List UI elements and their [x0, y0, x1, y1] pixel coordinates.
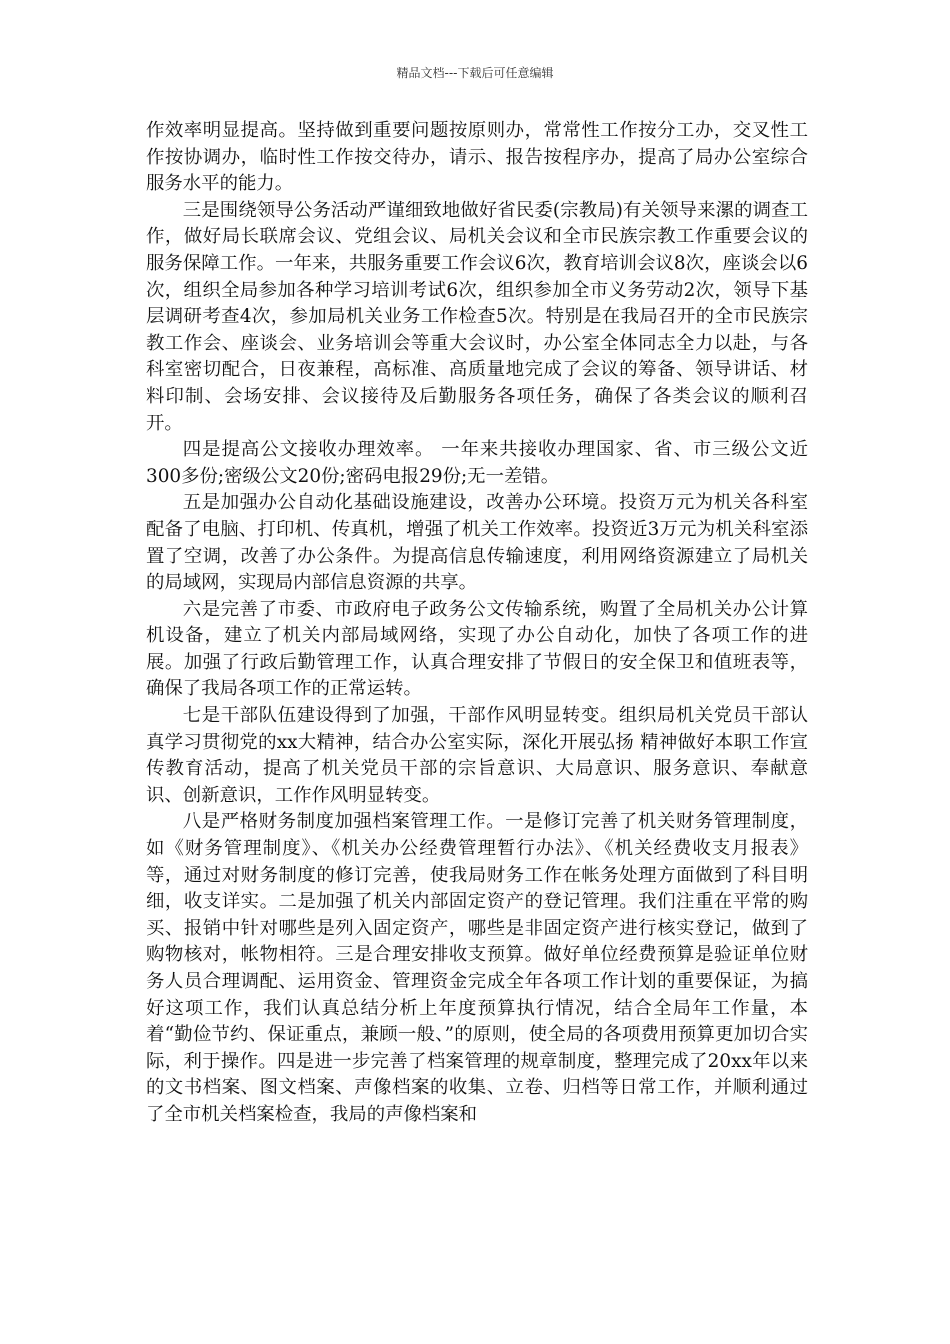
page-header: 精品文档---下载后可任意编辑 — [396, 66, 554, 80]
paragraph-item-7: 七是干部队伍建设得到了加强，干部作风明显转变。组织局机关党员干部认真学习贯彻党的xx大精神，结合办公室实际，深化开展弘扬 精神做好本职工作宣传教育活动，提高了机关党员干部的宗旨意识、大局意识、服务意识、奉献意识、创新意识，工作作风明显转变。 — [146, 705, 808, 806]
paragraph-item-3: 三是围绕领导公务活动严谨细致地做好省民委(宗教局)有关领导来漯的调查工作，做好局长联席会议、党组会议、局机关会议和全市民族宗教工作重要会议的服务保障工作。一年来，共服务重要工作会议6次，教育培训会议8次，座谈会以6次，组织全局参加各种学习培训考试6次，组织参加全市义务劳动2次，领导下基层调研考查4次，参加局机关业务工作检查5次。特别是在我局召开的全市民族宗教工作会、座谈会、业务培训会等重大会议时，办公室全体同志全力以赴，与各科室密切配合，日夜兼程，高标准、高质量地完成了会议的筹备、领导讲话、材料印制、会场安排、会议接待及后勤服务各项任务，确保了各类会议的顺利召开。 — [146, 199, 808, 434]
paragraph-item-8: 八是严格财务制度加强档案管理工作。一是修订完善了机关财务管理制度，如《财务管理制度》、《机关办公经费管理暂行办法》、《机关经费收支月报表》等，通过对财务制度的修订完善，使我局财务工作在帐务处理方面做到了科目明细，收支详实。二是加强了机关内部固定资产的登记管理。我们注重在平常的购买、报销中针对哪些是列入固定资产，哪些是非固定资产进行核实登记，做到了购物核对，帐物相符。三是合理安排收支预算。做好单位经费预算是验证单位财务人员合理调配、运用资金、管理资金完成全年各项工作计划的重要保证，为搞好这项工作，我们认真总结分析上年度预算执行情况，结合全局年工作量，本着“勤俭节约、保证重点，兼顾一般、”的原则，使全局的各项费用预算更加切合实际，利于操作。四是进一步完善了档案管理的规章制度，整理完成了20xx年以来的文书档案、图文档案、声像档案的收集、立卷、归档等日常工作，并顺利通过了全市机关档案检查，我局的声像档案和 — [146, 811, 808, 1125]
document-body — [146, 118, 808, 1129]
paragraph-item-5: 五是加强办公自动化基础设施建设，改善办公环境。投资万元为机关各科室配备了电脑、打印机、传真机，增强了机关工作效率。投资近3万元为机关科室添置了空调，改善了办公条件。为提高信息传输速度，利用网络资源建立了局机关的局域网，实现局内部信息资源的共享。 — [146, 492, 808, 594]
paragraph-item-4: 四是提高公文接收办理效率。 一年来共接收办理国家、省、市三级公文近300多份;密级公文20份;密码电报29份;无一差错。 — [146, 439, 808, 487]
paragraph-continuation: 作效率明显提高。坚持做到重要问题按原则办，常常性工作按分工办，交叉性工作按协调办，临时性工作按交待办，请示、报告按程序办，提高了局办公室综合服务水平的能力。 — [146, 120, 808, 195]
paragraph-item-6: 六是完善了市委、市政府电子政务公文传输系统，购置了全局机关办公计算机设备，建立了机关内部局域网络，实现了办公自动化，加快了各项工作的进展。加强了行政后勤管理工作，认真合理安排了节假日的安全保卫和值班表等，确保了我局各项工作的正常运转。 — [146, 598, 808, 700]
